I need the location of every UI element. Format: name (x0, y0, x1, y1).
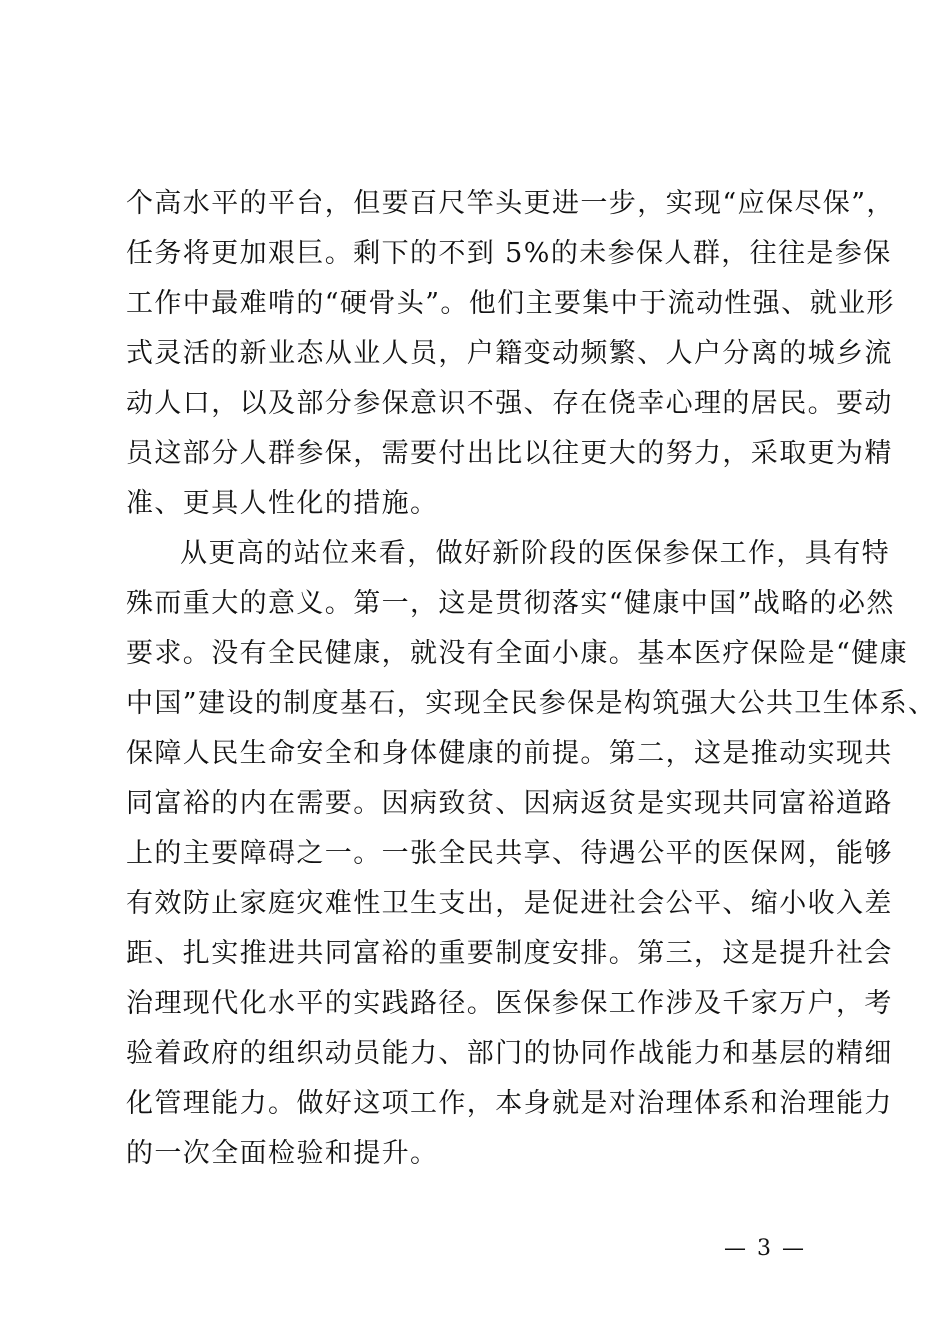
paragraph-2-line-3: 要求。没有全民健康，就没有全面小康。基本医疗保险是“健康 (126, 638, 909, 669)
paragraph-2-line-10: 治理现代化水平的实践路径。医保参保工作涉及千家万户，考 (126, 988, 893, 1019)
paragraph-1-line-2: 任务将更加艰巨。剩下的不到 5%的未参保人群，往往是参保 (126, 238, 892, 269)
paragraph-1-line-3: 工作中最难啃的“硬骨头”。他们主要集中于流动性强、就业形 (126, 288, 895, 319)
paragraph-1-line-5: 动人口，以及部分参保意识不强、存在侥幸心理的居民。要动 (126, 388, 893, 419)
paragraph-2-line-5: 保障人民生命安全和身体健康的前提。第二，这是推动实现共 (126, 738, 893, 769)
paragraph-2-line-9: 距、扎实推进共同富裕的重要制度安排。第三，这是提升社会 (126, 938, 893, 969)
paragraph-2-line-12: 化管理能力。做好这项工作，本身就是对治理体系和治理能力 (126, 1088, 893, 1119)
paragraph-1-line-6: 员这部分人群参保，需要付出比以往更大的努力，采取更为精 (126, 438, 893, 469)
paragraph-1-line-7: 准、更具人性化的措施。 (126, 488, 439, 519)
paragraph-2-line-13: 的一次全面检验和提升。 (126, 1138, 439, 1169)
paragraph-1-line-4: 式灵活的新业态从业人员，户籍变动频繁、人户分离的城乡流 (126, 338, 893, 369)
paragraph-2-line-11: 验着政府的组织动员能力、部门的协同作战能力和基层的精细 (126, 1038, 893, 1069)
page-number: — 3 — (724, 1236, 806, 1261)
paragraph-1-line-1: 个高水平的平台，但要百尺竿头更进一步，实现“应保尽保”， (126, 188, 895, 219)
paragraph-2-line-7: 上的主要障碍之一。一张全民共享、待遇公平的医保网，能够 (126, 838, 893, 869)
paragraph-2-line-1: 从更高的站位来看，做好新阶段的医保参保工作，具有特 (180, 538, 890, 569)
paragraph-2-line-8: 有效防止家庭灾难性卫生支出，是促进社会公平、缩小收入差 (126, 888, 893, 919)
paragraph-2-line-6: 同富裕的内在需要。因病致贫、因病返贫是实现共同富裕道路 (126, 788, 893, 819)
paragraph-2-line-4: 中国”建设的制度基石，实现全民参保是构筑强大公共卫生体系、 (126, 688, 937, 719)
paragraph-2-line-2: 殊而重大的意义。第一，这是贯彻落实“健康中国”战略的必然 (126, 588, 895, 619)
